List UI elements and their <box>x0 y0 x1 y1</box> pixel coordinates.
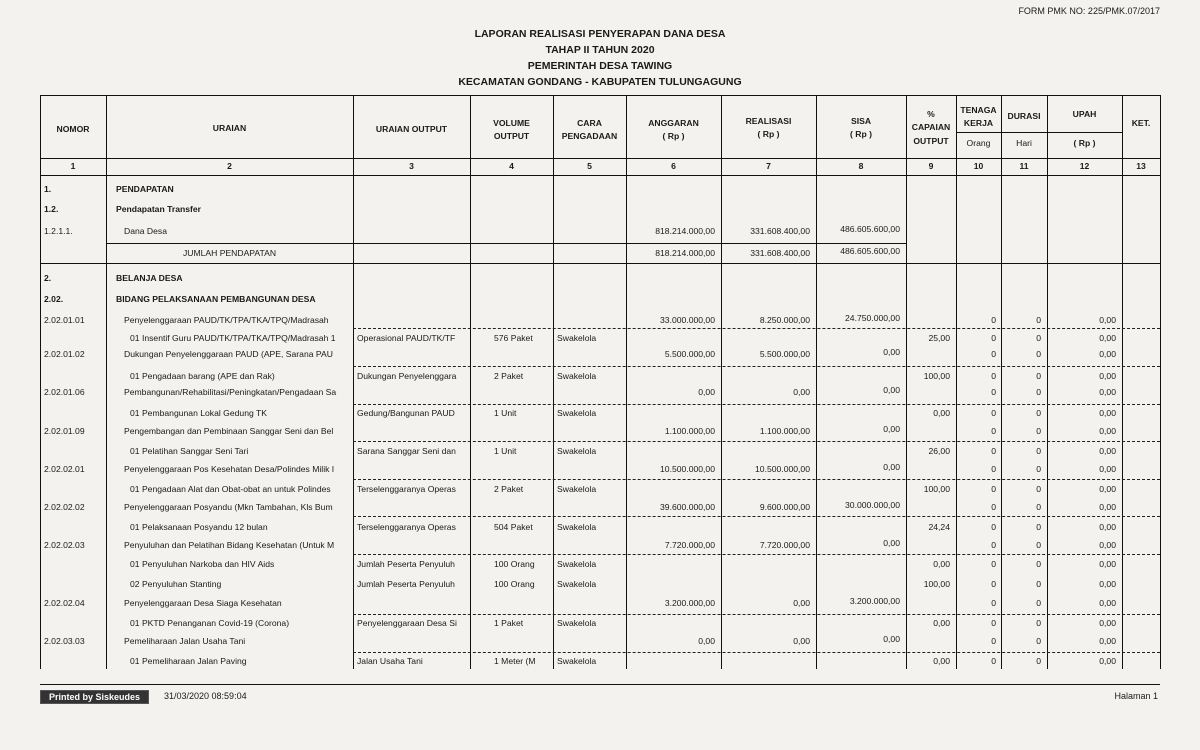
row-uraian-output: Dukungan Penyelenggara <box>357 371 457 381</box>
column-number-capaian: 9 <box>928 161 934 171</box>
row-uraian: 01 Insentif Guru PAUD/TK/TPA/TKA/TPQ/Madrasah 1 <box>130 333 336 343</box>
row-capaian: 0,00 <box>933 618 950 628</box>
row-uraian: 01 Pengadaan barang (APE dan Rak) <box>130 371 275 381</box>
row-upah: 0,00 <box>1099 618 1116 628</box>
column-number-anggaran: 6 <box>671 161 676 171</box>
row-orang: 0 <box>991 371 996 381</box>
row-realisasi: 8.250.000,00 <box>759 315 810 325</box>
row-orang: 0 <box>991 349 996 359</box>
row-cara-pengadaan: Swakelola <box>557 446 597 456</box>
header-capaian-2: CAPAIAN <box>911 122 951 132</box>
row-upah: 0,00 <box>1099 446 1116 456</box>
row-uraian-output: Jumlah Peserta Penyuluh <box>357 579 455 589</box>
row-volume: 2 Paket <box>494 484 524 494</box>
column-divider <box>470 95 471 669</box>
row-sisa: 486.605.600,00 <box>840 224 900 234</box>
row-orang: 0 <box>991 540 996 550</box>
row-anggaran: 0,00 <box>698 387 715 397</box>
report-subtitle-period: TAHAP II TAHUN 2020 <box>545 44 655 56</box>
row-hari: 0 <box>1036 315 1041 325</box>
row-upah: 0,00 <box>1099 579 1116 589</box>
header-anggaran-2: ( Rp ) <box>662 131 685 141</box>
row-uraian: 01 Pembangunan Lokal Gedung TK <box>130 408 267 418</box>
row-anggaran: 3.200.000,00 <box>664 598 715 608</box>
row-orang: 0 <box>991 502 996 512</box>
header-capaian-3: OUTPUT <box>913 136 949 146</box>
column-divider <box>40 95 41 669</box>
page-number: Halaman 1 <box>1114 691 1158 701</box>
row-uraian: Penyelenggaraan PAUD/TK/TPA/TKA/TPQ/Madrasah <box>124 315 329 325</box>
row-hari: 0 <box>1036 464 1041 474</box>
row-orang: 0 <box>991 426 996 436</box>
row-sisa: 0,00 <box>883 385 900 395</box>
header-durasi: DURASI <box>1007 111 1041 121</box>
number-row-border <box>40 175 1160 176</box>
row-hari: 0 <box>1036 387 1041 397</box>
row-capaian: 25,00 <box>928 333 950 343</box>
row-sisa: 0,00 <box>883 538 900 548</box>
dashed-row-divider <box>353 441 1160 442</box>
column-number-upah: 12 <box>1079 161 1090 171</box>
column-number-nomor: 1 <box>70 161 76 171</box>
row-upah: 0,00 <box>1099 333 1116 343</box>
row-nomor: 1. <box>44 184 52 194</box>
row-nomor: 2.02.01.01 <box>44 315 85 325</box>
row-uraian: Pendapatan Transfer <box>116 204 202 214</box>
row-hari: 0 <box>1036 371 1041 381</box>
header-sisa-2: ( Rp ) <box>850 129 872 139</box>
row-uraian: Penyelenggaraan Pos Kesehatan Desa/Polindes Milik I <box>124 464 335 474</box>
row-upah: 0,00 <box>1099 464 1116 474</box>
row-orang: 0 <box>991 636 996 646</box>
header-upah: UPAH <box>1072 109 1097 119</box>
row-volume: 100 Orang <box>494 579 535 589</box>
row-realisasi: 10.500.000,00 <box>755 464 810 474</box>
row-realisasi: 331.608.400,00 <box>750 248 810 258</box>
row-sisa: 486.605.600,00 <box>840 246 900 256</box>
row-hari: 0 <box>1036 333 1041 343</box>
dashed-row-divider <box>353 366 1160 367</box>
row-upah: 0,00 <box>1099 636 1116 646</box>
header-anggaran-1: ANGGARAN <box>648 118 699 128</box>
row-orang: 0 <box>991 656 996 666</box>
dashed-row-divider <box>353 554 1160 555</box>
row-nomor: 2.02.01.09 <box>44 426 85 436</box>
row-sisa: 30.000.000,00 <box>845 500 900 510</box>
row-nomor: 2.02.01.06 <box>44 387 85 397</box>
row-nomor: 2.02.03.03 <box>44 636 85 646</box>
row-realisasi: 5.500.000,00 <box>759 349 810 359</box>
jumlah-bottom-border <box>40 263 1160 264</box>
row-anggaran: 818.214.000,00 <box>655 248 715 258</box>
row-cara-pengadaan: Swakelola <box>557 656 597 666</box>
row-hari: 0 <box>1036 579 1041 589</box>
header-orang: Orang <box>966 138 991 148</box>
row-upah: 0,00 <box>1099 426 1116 436</box>
header-tenaga-2: KERJA <box>963 118 994 128</box>
row-nomor: 1.2.1.1. <box>44 226 73 236</box>
column-number-realisasi: 7 <box>766 161 771 171</box>
row-hari: 0 <box>1036 636 1041 646</box>
row-uraian-output: Penyelenggaraan Desa Si <box>357 618 457 628</box>
row-uraian: 01 PKTD Penanganan Covid-19 (Corona) <box>130 618 290 628</box>
column-divider <box>1122 95 1123 669</box>
row-nomor: 2.02.01.02 <box>44 349 85 359</box>
row-anggaran: 818.214.000,00 <box>655 226 715 236</box>
row-volume: 1 Unit <box>494 446 517 456</box>
row-realisasi: 0,00 <box>793 636 810 646</box>
row-hari: 0 <box>1036 522 1041 532</box>
row-orang: 0 <box>991 333 996 343</box>
dashed-row-divider <box>353 652 1160 653</box>
dashed-row-divider <box>353 614 1160 615</box>
row-orang: 0 <box>991 559 996 569</box>
form-number: FORM PMK NO: 225/PMK.07/2017 <box>1018 6 1160 16</box>
row-orang: 0 <box>991 408 996 418</box>
row-nomor: 2.02.02.03 <box>44 540 85 550</box>
row-upah: 0,00 <box>1099 315 1116 325</box>
column-number-hari: 11 <box>1019 161 1029 171</box>
column-divider <box>816 95 817 669</box>
row-uraian: 01 Penyuluhan Narkoba dan HIV Aids <box>130 559 275 569</box>
row-nomor: 2. <box>44 273 52 283</box>
row-anggaran: 10.500.000,00 <box>660 464 715 474</box>
row-orang: 0 <box>991 522 996 532</box>
row-nomor: 2.02.02.01 <box>44 464 85 474</box>
row-nomor: 2.02. <box>44 294 64 304</box>
report-subtitle-village: PEMERINTAH DESA TAWING <box>527 60 673 72</box>
row-uraian: BELANJA DESA <box>116 273 183 283</box>
header-capaian-1: % <box>927 109 935 119</box>
column-divider <box>1160 95 1161 669</box>
row-upah: 0,00 <box>1099 387 1116 397</box>
header-volume-2: OUTPUT <box>493 131 530 141</box>
row-uraian: BIDANG PELAKSANAAN PEMBANGUNAN DESA <box>116 294 316 304</box>
report-titles <box>0 26 1200 90</box>
row-uraian: Pembangunan/Rehabilitasi/Peningkatan/Pengadaan Sa <box>124 387 337 397</box>
row-cara-pengadaan: Swakelola <box>557 484 597 494</box>
row-realisasi: 331.608.400,00 <box>750 226 810 236</box>
printed-by-badge: Printed by Siskeudes <box>40 690 149 704</box>
row-orang: 0 <box>991 579 996 589</box>
header-ket: KET. <box>1131 118 1151 128</box>
row-anggaran: 5.500.000,00 <box>664 349 715 359</box>
header-bottom-border <box>40 158 1160 159</box>
row-realisasi: 0,00 <box>793 387 810 397</box>
column-number-uraian-output: 3 <box>409 161 414 171</box>
column-number-ket: 13 <box>1136 161 1146 171</box>
header-realisasi-2: ( Rp ) <box>757 129 780 139</box>
row-orang: 0 <box>991 315 996 325</box>
row-realisasi: 0,00 <box>793 598 810 608</box>
row-uraian: 01 Pemeliharaan Jalan Paving <box>130 656 247 666</box>
row-hari: 0 <box>1036 656 1041 666</box>
row-cara-pengadaan: Swakelola <box>557 371 597 381</box>
header-realisasi-1: REALISASI <box>745 116 792 126</box>
row-uraian: 02 Penyuluhan Stanting <box>130 579 222 589</box>
row-orang: 0 <box>991 446 996 456</box>
subheader-divider <box>956 132 1122 133</box>
row-capaian: 26,00 <box>928 446 950 456</box>
row-orang: 0 <box>991 618 996 628</box>
row-cara-pengadaan: Swakelola <box>557 579 597 589</box>
row-anggaran: 1.100.000,00 <box>664 426 715 436</box>
row-hari: 0 <box>1036 598 1041 608</box>
row-cara-pengadaan: Swakelola <box>557 522 597 532</box>
column-number-orang: 10 <box>973 161 984 171</box>
row-realisasi: 9.600.000,00 <box>759 502 810 512</box>
row-upah: 0,00 <box>1099 371 1116 381</box>
row-uraian: Penyuluhan dan Pelatihan Bidang Kesehatan (Untuk M <box>124 540 335 550</box>
row-volume: 576 Paket <box>494 333 533 343</box>
row-upah: 0,00 <box>1099 540 1116 550</box>
header-hari: Hari <box>1016 138 1032 148</box>
row-upah: 0,00 <box>1099 559 1116 569</box>
row-uraian-output: Sarana Sanggar Seni dan <box>357 446 456 456</box>
row-uraian: 01 Pelatihan Sanggar Seni Tari <box>130 446 249 456</box>
row-hari: 0 <box>1036 408 1041 418</box>
row-volume: 1 Unit <box>494 408 517 418</box>
row-hari: 0 <box>1036 502 1041 512</box>
row-uraian-output: Jumlah Peserta Penyuluh <box>357 559 455 569</box>
print-timestamp: 31/03/2020 08:59:04 <box>164 691 247 701</box>
row-volume: 1 Paket <box>494 618 524 628</box>
column-divider <box>106 95 107 669</box>
column-number-uraian: 2 <box>227 161 232 171</box>
row-upah: 0,00 <box>1099 656 1116 666</box>
row-nomor: 2.02.02.02 <box>44 502 85 512</box>
row-capaian: 0,00 <box>933 559 950 569</box>
row-uraian-output: Operasional PAUD/TK/TF <box>357 333 456 343</box>
report-title: LAPORAN REALISASI PENYERAPAN DANA DESA <box>474 28 726 40</box>
column-divider <box>721 95 722 669</box>
row-uraian: 01 Pelaksanaan Posyandu 12 bulan <box>130 522 268 532</box>
row-volume: 100 Orang <box>494 559 535 569</box>
footer-divider <box>40 684 1160 685</box>
header-cara-1: CARA <box>577 118 602 128</box>
row-volume: 1 Meter (M <box>494 656 536 666</box>
row-capaian: 24,24 <box>928 522 950 532</box>
column-divider <box>353 95 354 669</box>
row-sisa: 3.200.000,00 <box>849 596 900 606</box>
dashed-row-divider <box>353 404 1160 405</box>
row-capaian: 0,00 <box>933 408 950 418</box>
row-cara-pengadaan: Swakelola <box>557 559 597 569</box>
dashed-row-divider <box>353 479 1160 480</box>
row-hari: 0 <box>1036 426 1041 436</box>
row-uraian: Pemeliharaan Jalan Usaha Tani <box>124 636 246 646</box>
dashed-row-divider <box>353 516 1160 517</box>
header-sisa-1: SISA <box>850 116 872 126</box>
row-upah: 0,00 <box>1099 484 1116 494</box>
column-number-cara: 5 <box>587 161 592 171</box>
row-anggaran: 33.000.000,00 <box>660 315 715 325</box>
row-uraian: Dukungan Penyelenggaraan PAUD (APE, Sarana PAU <box>124 349 333 359</box>
row-upah: 0,00 <box>1099 502 1116 512</box>
row-orang: 0 <box>991 387 996 397</box>
row-anggaran: 0,00 <box>698 636 715 646</box>
dashed-row-divider <box>353 328 1160 329</box>
header-tenaga-1: TENAGA <box>960 105 997 115</box>
row-uraian-output: Gedung/Bangunan PAUD <box>357 408 455 418</box>
row-uraian: 01 Pengadaan Alat dan Obat-obat an untuk Polindes <box>130 484 331 494</box>
row-upah: 0,00 <box>1099 598 1116 608</box>
jumlah-top-border <box>106 243 906 244</box>
row-realisasi: 7.720.000,00 <box>759 540 810 550</box>
row-nomor: 2.02.02.04 <box>44 598 85 608</box>
row-hari: 0 <box>1036 559 1041 569</box>
row-hari: 0 <box>1036 484 1041 494</box>
row-sisa: 0,00 <box>883 424 900 434</box>
header-cara-2: PENGADAAN <box>561 131 618 141</box>
header-uraian: URAIAN <box>212 123 247 133</box>
row-orang: 0 <box>991 598 996 608</box>
row-uraian: Pengembangan dan Pembinaan Sanggar Seni dan Bel <box>124 426 334 436</box>
row-hari: 0 <box>1036 446 1041 456</box>
row-uraian-output: Terselenggaranya Operas <box>357 522 456 532</box>
row-upah: 0,00 <box>1099 408 1116 418</box>
row-uraian-output: Terselenggaranya Operas <box>357 484 456 494</box>
row-capaian: 0,00 <box>933 656 950 666</box>
header-upah-sub: ( Rp ) <box>1073 138 1096 148</box>
row-hari: 0 <box>1036 618 1041 628</box>
row-orang: 0 <box>991 484 996 494</box>
row-uraian: Penyelenggaraan Desa Siaga Kesehatan <box>124 598 282 608</box>
row-sisa: 0,00 <box>883 462 900 472</box>
row-hari: 0 <box>1036 349 1041 359</box>
row-volume: 504 Paket <box>494 522 533 532</box>
row-upah: 0,00 <box>1099 522 1116 532</box>
row-nomor: 1.2. <box>44 204 59 214</box>
row-uraian: JUMLAH PENDAPATAN <box>182 248 277 258</box>
row-cara-pengadaan: Swakelola <box>557 408 597 418</box>
row-uraian: PENDAPATAN <box>116 184 174 194</box>
row-volume: 2 Paket <box>494 371 524 381</box>
row-anggaran: 39.600.000,00 <box>660 502 715 512</box>
header-nomor: NOMOR <box>56 124 90 134</box>
row-uraian-output: Jalan Usaha Tani <box>357 656 423 666</box>
row-orang: 0 <box>991 464 996 474</box>
column-number-volume: 4 <box>509 161 514 171</box>
header-volume-1: VOLUME <box>493 118 530 128</box>
row-capaian: 100,00 <box>923 371 950 381</box>
row-capaian: 100,00 <box>923 484 950 494</box>
row-cara-pengadaan: Swakelola <box>557 618 597 628</box>
row-anggaran: 7.720.000,00 <box>664 540 715 550</box>
report-subtitle-region: KECAMATAN GONDANG - KABUPATEN TULUNGAGUNG <box>458 76 742 88</box>
row-hari: 0 <box>1036 540 1041 550</box>
row-sisa: 0,00 <box>883 634 900 644</box>
row-uraian: Penyelenggaraan Posyandu (Mkn Tambahan, Kls Bum <box>124 502 333 512</box>
report-table <box>40 95 1160 669</box>
row-uraian: Dana Desa <box>124 226 167 236</box>
row-sisa: 24.750.000,00 <box>845 313 900 323</box>
row-capaian: 100,00 <box>923 579 950 589</box>
row-sisa: 0,00 <box>883 347 900 357</box>
column-number-sisa: 8 <box>858 161 864 171</box>
row-upah: 0,00 <box>1099 349 1116 359</box>
column-divider <box>553 95 554 669</box>
row-cara-pengadaan: Swakelola <box>557 333 597 343</box>
table-top-border <box>40 95 1160 96</box>
header-uraian-output: URAIAN OUTPUT <box>375 124 448 134</box>
column-divider <box>626 95 627 669</box>
row-realisasi: 1.100.000,00 <box>759 426 810 436</box>
